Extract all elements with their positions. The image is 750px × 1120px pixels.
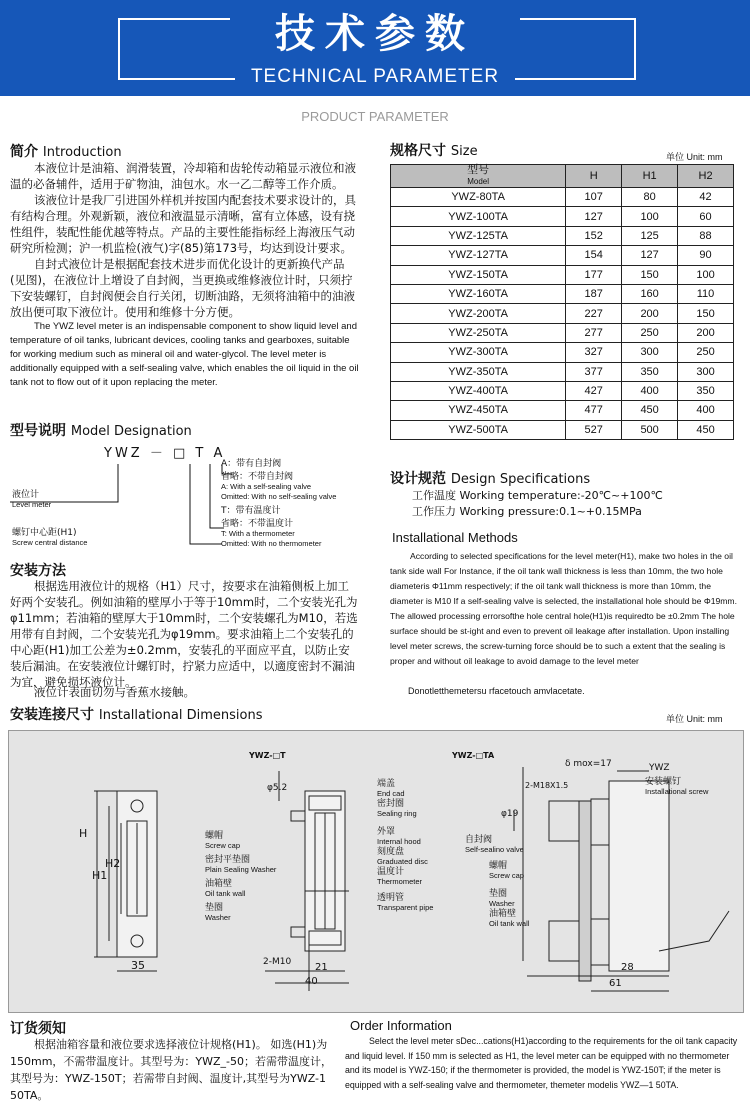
dim-m10: 2-M10 [263, 957, 292, 967]
dim-h1: H1 [92, 869, 108, 882]
diagram-callout: 螺帽 Screw cap [489, 861, 525, 880]
table-row [391, 362, 734, 381]
dim-28: 28 [621, 962, 634, 973]
install-heading-en: Installational Methods [392, 530, 518, 545]
table-cell: YWZ-150TA [391, 265, 566, 284]
table-cell: 300 [678, 362, 734, 381]
table-cell: YWZ-80TA [391, 188, 566, 207]
model-code: YWZ － □ T A [104, 446, 226, 461]
size-unit: 单位 Unit: mm [666, 152, 723, 162]
model-meter-label: 液位计 Level meter [12, 490, 52, 509]
diagram-callout: 螺帽 Screw cap [205, 831, 241, 850]
table-cell: 80 [622, 188, 678, 207]
table-cell: 127 [622, 246, 678, 265]
table-cell: YWZ-350TA [391, 362, 566, 381]
install-heading-cn: 安装方法 [10, 563, 66, 579]
table-cell: 42 [678, 188, 734, 207]
diagram-callout: 刻度盘 Graduated disc [377, 847, 428, 866]
table-cell: 110 [678, 284, 734, 303]
table-cell: 127 [566, 207, 622, 226]
table-cell: YWZ-127TA [391, 246, 566, 265]
intro-cn-p3: 自封式液位计是根据配套技术进步而优化设计的更新换代产品(见图)，在液位计上增设了自封阀，当更换或维修液位计时，只须拧下安装螺钉，自封阀便会自行关闭，切断油路，无须将油箱中的油液放出便可取下液位计。使用和维修十分方便。 [10, 257, 355, 319]
model-heading: 型号说明 Model Designation [10, 423, 192, 439]
table-row [391, 343, 734, 362]
table-cell: 450 [678, 420, 734, 439]
table-row [391, 323, 734, 342]
table-cell: 250 [622, 323, 678, 342]
dim-phi19: φ19 [501, 809, 519, 819]
banner-subtitle: TECHNICAL PARAMETER [250, 66, 500, 87]
table-cell: 177 [566, 265, 622, 284]
dim-35: 35 [131, 959, 145, 972]
table-cell: 477 [566, 401, 622, 420]
diagram-callout: 温度计 Thermometer [377, 867, 423, 886]
table-cell: 200 [622, 304, 678, 323]
table-cell: YWZ-300TA [391, 343, 566, 362]
table-cell: 125 [622, 226, 678, 245]
size-table-body [391, 188, 734, 440]
diagram-callout: 安装螺钉 Installational screw [645, 777, 709, 796]
diagram-callout: 油箱壁 Oil tank wall [205, 879, 246, 898]
table-cell: YWZ-400TA [391, 381, 566, 400]
table-cell: 100 [678, 265, 734, 284]
table-cell: 277 [566, 323, 622, 342]
table-row [391, 401, 734, 420]
table-row [391, 226, 734, 245]
diagram-callout: 垫圈 Washer [205, 903, 231, 922]
intro-heading: 简介 Introduction [10, 144, 122, 160]
table-cell: 327 [566, 343, 622, 362]
ywz-ta-label: YWZ-□TA [452, 751, 495, 760]
model-dist-label: 螺钉中心距(H1) Screw central distance [12, 528, 88, 547]
table-row [391, 420, 734, 439]
table-cell: 300 [622, 343, 678, 362]
dim-ywz: YWZ [649, 763, 670, 773]
table-header-model: 型号 Model [391, 165, 566, 188]
dim-h: H [79, 827, 88, 840]
table-cell: 200 [678, 323, 734, 342]
table-cell: YWZ-450TA [391, 401, 566, 420]
table-cell: 90 [678, 246, 734, 265]
order-en: Select the level meter sDec...cations(H1)according to the requirements for the oil tank capacity and liquid level. If 150 mm is selected as H1, the level meter can be equipped with no thermometer and its model is YWZ-150; if the thermometer is provided, the model is YWZ-150T; if the meter is equipped with a self-sealing valve and thermometer, themeter modelis YWZ—1 50TA. [345, 1036, 738, 1090]
table-cell: 350 [678, 381, 734, 400]
install-cn-p2: 液位计表面切勿与香蕉水接触。 [34, 685, 195, 699]
install-en-text: According to selected specifications for the level meter(H1), make two holes in the oil tank side wall For Instance, if the oil tank wall thickness is less than 10mm, the two hole diameteris Φ11mm respectively; if the oil tank wall thickness is more than 10mm, the diameter is M10 If a self-sealing valve is selected, the installational hole should be Φ19mm. The allowed processing errorsofthe hole central hole(H1)is requiredto be ±0.2mm The hole surface should be st-ight and even to prevent oil leakage after installation. Upon installing level meter screws, the screw-turning force should be to such a extent that the sealing is proper and without oil leakage to avoid damage to the level meter [390, 551, 737, 666]
table-cell: YWZ-160TA [391, 284, 566, 303]
dimension-diagram [8, 730, 744, 1013]
order-cn: 根据油箱容量和液位要求选择液位计规格(H1)。 如选(H1)为150mm，不需带温度计。其型号为：YWZ_-50；若需带温度计，其型号为：YWZ-150T；若需带自封阀、温度计,其型号为YWZ-1 50TA。 [10, 1038, 333, 1102]
dim-m18: 2-M18X1.5 [525, 781, 569, 790]
design-heading: 设计规范 Design Specifications [390, 471, 591, 487]
order-heading-en: Order Information [350, 1018, 452, 1033]
table-cell: 100 [622, 207, 678, 226]
table-header-h: H [566, 165, 622, 188]
dimensions-heading: 安装连接尺寸 Installational Dimensions [10, 707, 263, 723]
intro-en: The YWZ level meter is an indispensable component to show liquid level and temperature of oil tanks, lubricant devices, cooling tanks and gearboxes, suitable for working medium such as mineral oil and water-glycol. The level meter is additionally equipped with a self-sealing valve, which enables the oil liquid in the oil tank not to flow out of it upon replacing the meter. [10, 321, 359, 388]
table-cell: 350 [622, 362, 678, 381]
table-cell: YWZ-500TA [391, 420, 566, 439]
dim-21: 21 [315, 962, 328, 973]
table-cell: YWZ-200TA [391, 304, 566, 323]
table-cell: 150 [678, 304, 734, 323]
table-row [391, 265, 734, 284]
diagram-callout: 密封平垫圈 Plain Sealing Washer [205, 855, 277, 874]
table-header-h1: H1 [622, 165, 678, 188]
table-cell: 400 [622, 381, 678, 400]
model-t-label: T：带有温度计 省略：不带温度计 T: With a thermometer Omitted: With no thermometer [221, 506, 322, 548]
table-cell: 107 [566, 188, 622, 207]
table-row [391, 188, 734, 207]
table-cell: 88 [678, 226, 734, 245]
table-cell: 60 [678, 207, 734, 226]
table-cell: 187 [566, 284, 622, 303]
table-header-h2: H2 [678, 165, 734, 188]
order-heading-cn: 订货须知 [10, 1021, 66, 1037]
diagram-callout: 自封阀 Self-sealino valve [465, 835, 524, 854]
table-cell: 427 [566, 381, 622, 400]
diagram-callout: 端盖 End cad [377, 779, 405, 798]
header-banner [0, 0, 750, 96]
table-row [391, 207, 734, 226]
table-cell: 227 [566, 304, 622, 323]
size-table [390, 164, 734, 440]
table-cell: 250 [678, 343, 734, 362]
dim-61: 61 [609, 978, 622, 989]
table-row [391, 304, 734, 323]
table-cell: YWZ-100TA [391, 207, 566, 226]
intro-cn-p1: 本液位计是油箱、润滑装置，冷却箱和齿轮传动箱显示液位和液温的必备辅件，适用于矿物油，油包水。水一乙二醇等工作介质。 [10, 161, 356, 191]
model-a-label: A：带有自封阀 省略：不带自封阀 A: With a self-sealing valve Omitted: With no self-sealing valve [221, 459, 337, 501]
ywz-t-label: YWZ-□T [249, 751, 286, 760]
dim-40: 40 [305, 976, 318, 987]
table-cell: 150 [622, 265, 678, 284]
table-row [391, 381, 734, 400]
table-row [391, 284, 734, 303]
dim-h2: H2 [105, 857, 121, 870]
intro-cn-p2: 该液位计是我厂引进国外样机并按国内配套技术要求设计的，具有结构合理。外观新颖，液位和液温显示清晰，富有立体感，设有挠性组件，装配性能优越等特点。产品的主要性能指标经上海液压气动研究所检测；沪一机监检(液气)字(85)第173号，均达到设计要求。 [10, 193, 356, 255]
diagram-callout: 密封圈 Sealing ring [377, 799, 417, 818]
table-cell: YWZ-250TA [391, 323, 566, 342]
size-heading: 规格尺寸 Size [390, 143, 478, 159]
table-cell: 400 [678, 401, 734, 420]
table-cell: 450 [622, 401, 678, 420]
install-cn-p1: 根据选用液位计的规格（H1）尺寸，按要求在油箱侧板上加工好两个安装孔。例如油箱的壁厚小于等于10mm时，二个安装光孔为φ11mm；若油箱的壁厚大于10mm时，二个安装螺孔为M10，若选用带有自封阀，二个安装光孔为φ19mm。要求油箱上二个安装孔的中心距(H1)加工公差为±0.2mm，安装孔的平面应平直，以防止安装后漏油。在安装液位计螺钉时，拧紧力应适中，以適度密封不漏油为宜，避免损坏液位计。 [10, 579, 358, 689]
design-temp: 工作温度 Working temperature:-20℃~+100℃ [412, 489, 663, 502]
dim-phi52: φ5.2 [267, 783, 288, 793]
diagram-callout: 外罩 Internal hood [377, 827, 421, 846]
diagram-callout: 垫圈 Washer [489, 889, 515, 908]
table-cell: 377 [566, 362, 622, 381]
install-en-note: Donotletthemetersu rfacetouch amvlacetate. [408, 686, 585, 696]
dim-dmax: δ mox=17 [565, 759, 612, 769]
section-label: PRODUCT PARAMETER [301, 109, 449, 124]
banner-title: 技术参数 [275, 11, 475, 57]
table-cell: YWZ-125TA [391, 226, 566, 245]
table-cell: 152 [566, 226, 622, 245]
diagram-callout: 透明管 Transparent pipe [377, 893, 434, 912]
design-pressure: 工作压力 Working pressure:0.1~+0.15MPa [412, 505, 642, 518]
table-cell: 160 [622, 284, 678, 303]
table-row [391, 246, 734, 265]
table-cell: 154 [566, 246, 622, 265]
table-cell: 527 [566, 420, 622, 439]
table-cell: 500 [622, 420, 678, 439]
diagram-callout: 油箱壁 Oil tank wall [489, 909, 530, 928]
dimensions-unit: 单位 Unit: mm [666, 714, 723, 724]
